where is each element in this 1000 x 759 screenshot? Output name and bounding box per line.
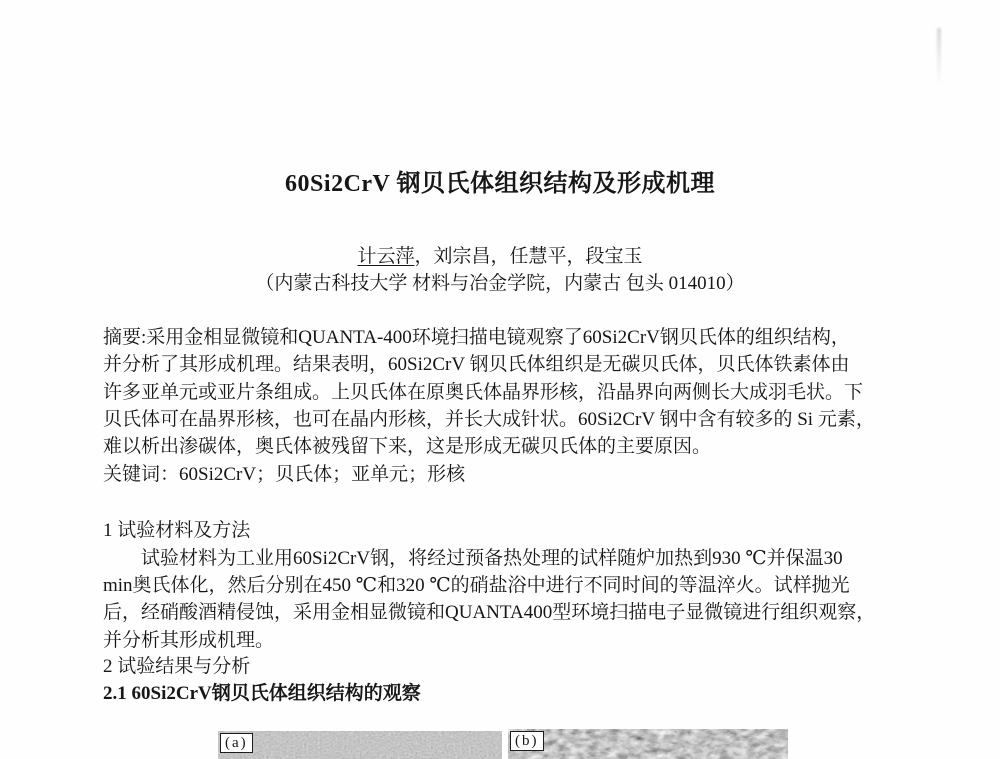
section-1-line: min奥氏体化，然后分别在450 ℃和320 ℃的硝盐浴中进行不同时间的等温淬火。试样抛光 <box>103 575 850 596</box>
affiliation-line: （内蒙古科技大学 材料与冶金学院，内蒙古 包头 014010） <box>255 273 745 294</box>
panel-b-label: (b) <box>510 731 544 751</box>
author-first: 计云萍 <box>357 246 415 267</box>
abstract-line: 并分析了其形成机理。结果表明，60Si2CrV 钢贝氏体组织是无碳贝氏体，贝氏体铁素体由 <box>103 354 850 375</box>
panel-a-label: (a) <box>220 733 253 753</box>
abstract-line: 许多亚单元或亚片条组成。上贝氏体在原奥氏体晶界形核，沿晶界向两侧长大成羽毛状。下 <box>103 382 864 403</box>
abstract-line: 难以析出渗碳体，奥氏体被残留下来，这是形成无碳贝氏体的主要原因。 <box>103 436 712 457</box>
section-1-line: 并分析其形成机理。 <box>103 630 275 651</box>
authors-line <box>103 241 897 268</box>
abstract-line: 贝氏体可在晶界形核，也可在晶内形核，并长大成针状。60Si2CrV 钢中含有较多的 Si 元素， <box>103 409 875 430</box>
page-title: 60Si2CrV 钢贝氏体组织结构及形成机理 <box>285 171 715 197</box>
micrograph-b-image <box>508 729 788 759</box>
section-1-line: 试验材料为工业用60Si2CrV钢，将经过预备热处理的试样随炉加热到930 ℃并保温30 <box>141 548 843 569</box>
section-1-heading: 1 试验材料及方法 <box>103 520 251 541</box>
micrograph-a-image <box>218 731 502 759</box>
keywords-line: 关键词：60Si2CrV；贝氏体；亚单元；形核 <box>103 464 466 485</box>
section-1-line: 后，经硝酸酒精侵蚀，采用金相显微镜和QUANTA400型环境扫描电子显微镜进行组织观察， <box>103 602 876 623</box>
section-2-heading: 2 试验结果与分析 <box>103 656 251 677</box>
abstract-line: 摘要:采用金相显微镜和QUANTA-400环境扫描电镜观察了60Si2CrV钢贝氏体的组织结构， <box>103 327 850 348</box>
authors-rest: ，刘宗昌，任慧平，段宝玉 <box>414 246 643 267</box>
section-2-1-heading: 2.1 60Si2CrV钢贝氏体组织结构的观察 <box>103 683 421 704</box>
scan-artifact-mark <box>937 28 941 82</box>
page-content <box>103 0 897 759</box>
micrograph-panel-b <box>508 729 788 759</box>
micrograph-panel-a <box>218 731 502 759</box>
